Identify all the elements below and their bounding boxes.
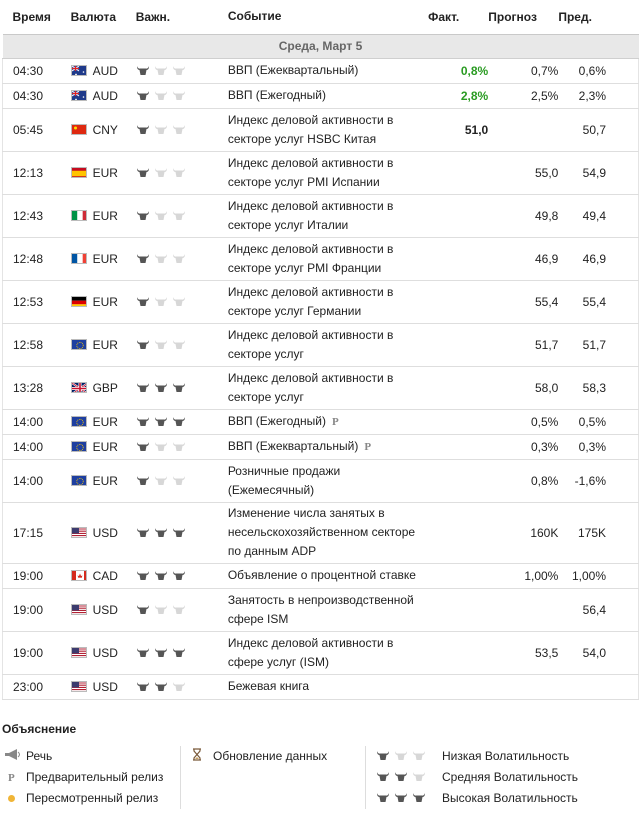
row-forecast	[488, 588, 558, 631]
row-time: 13:28	[3, 366, 71, 409]
row-actual	[428, 434, 488, 459]
legend-low	[376, 746, 635, 767]
row-event[interactable]	[228, 366, 428, 409]
table-row[interactable]	[3, 563, 639, 588]
table-row[interactable]	[3, 366, 639, 409]
row-importance	[136, 563, 228, 588]
bull-icon	[154, 604, 168, 615]
row-actual	[428, 409, 488, 434]
row-forecast: 49,8	[488, 194, 558, 237]
legend-preliminary	[4, 767, 180, 788]
header-importance[interactable]: Важн.	[136, 0, 228, 34]
bull-icon	[394, 771, 408, 782]
bull-icon	[136, 65, 150, 76]
row-currency	[71, 237, 136, 280]
table-row[interactable]	[3, 631, 639, 674]
table-row[interactable]	[3, 588, 639, 631]
table-row[interactable]	[3, 434, 639, 459]
row-time: 12:43	[3, 194, 71, 237]
row-currency	[71, 434, 136, 459]
row-event[interactable]	[228, 237, 428, 280]
row-importance	[136, 83, 228, 108]
flag-china-icon	[71, 124, 87, 135]
row-forecast: 58,0	[488, 366, 558, 409]
row-previous: 51,7	[558, 323, 638, 366]
revised-dot-icon	[4, 791, 26, 805]
row-importance	[136, 237, 228, 280]
event-name[interactable]: Индекс деловой активности в секторе услуг	[227, 370, 394, 404]
currency-code: EUR	[92, 439, 118, 454]
currency-code: CAD	[92, 568, 118, 583]
row-event[interactable]	[228, 280, 428, 323]
row-forecast: 1,00%	[488, 563, 558, 588]
legend-revised	[4, 788, 180, 809]
row-previous: 56,4	[558, 588, 638, 631]
row-importance	[136, 631, 228, 674]
row-time: 12:58	[3, 323, 71, 366]
date-row	[3, 34, 639, 58]
bull-icon	[412, 792, 426, 803]
legend-low-label: Низкая Волатильность	[442, 749, 570, 763]
row-currency	[71, 323, 136, 366]
row-event[interactable]	[228, 588, 428, 631]
header-currency[interactable]: Валюта	[71, 0, 136, 34]
flag-australia-icon	[71, 90, 87, 101]
row-actual	[428, 323, 488, 366]
row-importance	[136, 434, 228, 459]
row-importance	[136, 323, 228, 366]
row-forecast: 2,5%	[488, 83, 558, 108]
bull-icon	[172, 647, 186, 658]
row-previous	[558, 674, 638, 699]
currency-code: USD	[92, 645, 118, 660]
row-currency	[71, 409, 136, 434]
currency-code: EUR	[92, 473, 118, 488]
flag-canada-icon	[71, 570, 87, 581]
flag-usa-icon	[71, 604, 87, 615]
row-previous: 175K	[558, 502, 638, 563]
row-event[interactable]	[228, 151, 428, 194]
low-volatility-icon	[376, 749, 442, 763]
legend-speech	[4, 746, 180, 767]
bull-icon	[154, 681, 168, 692]
event-name[interactable]: Индекс деловой активности в сфере услуг (ISM)	[227, 635, 394, 669]
table-row[interactable]	[3, 409, 639, 434]
currency-code: EUR	[92, 208, 118, 223]
row-event[interactable]	[228, 434, 428, 459]
currency-code: EUR	[92, 165, 118, 180]
flag-spain-icon	[71, 167, 87, 178]
bull-icon	[376, 792, 390, 803]
table-row[interactable]	[3, 502, 639, 563]
row-actual	[428, 631, 488, 674]
bull-icon	[136, 210, 150, 221]
event-name[interactable]: Индекс деловой активности в секторе услуг HSBC Китая	[227, 112, 394, 146]
bull-icon	[136, 253, 150, 264]
table-header-row	[3, 0, 639, 34]
row-time: 04:30	[3, 58, 71, 83]
bull-icon	[136, 90, 150, 101]
table-row[interactable]	[3, 674, 639, 699]
bull-icon	[172, 570, 186, 581]
bull-icon	[376, 771, 390, 782]
legend-data-update-label: Обновление данных	[213, 749, 328, 763]
row-previous: 0,6%	[558, 58, 638, 83]
flag-eurozone-icon	[71, 339, 87, 350]
row-event[interactable]	[228, 674, 428, 699]
row-time: 14:00	[3, 409, 71, 434]
row-importance	[136, 151, 228, 194]
row-actual	[428, 194, 488, 237]
bull-icon	[136, 475, 150, 486]
row-importance	[136, 280, 228, 323]
row-forecast: 46,9	[488, 237, 558, 280]
flag-uk-icon	[71, 382, 87, 393]
row-importance	[136, 58, 228, 83]
bull-icon	[136, 604, 150, 615]
bull-icon	[136, 681, 150, 692]
row-currency	[71, 588, 136, 631]
row-previous: 58,3	[558, 366, 638, 409]
row-importance	[136, 459, 228, 502]
bull-icon	[136, 416, 150, 427]
table-row[interactable]	[3, 237, 639, 280]
bull-icon	[412, 750, 426, 761]
row-time: 14:00	[3, 459, 71, 502]
row-time: 12:53	[3, 280, 71, 323]
legend-column-2	[180, 746, 365, 809]
event-name[interactable]: Изменение числа занятых в несельскохозяйственном секторе по данным ADP	[227, 506, 416, 558]
row-actual	[428, 280, 488, 323]
bull-icon	[154, 65, 168, 76]
legend	[0, 722, 640, 809]
preliminary-mark: P	[331, 415, 339, 428]
row-currency	[71, 108, 136, 151]
row-previous: 1,00%	[558, 563, 638, 588]
row-time: 19:00	[3, 563, 71, 588]
bull-icon	[172, 167, 186, 178]
row-event[interactable]	[228, 409, 428, 434]
row-currency	[71, 151, 136, 194]
currency-code: USD	[92, 679, 118, 694]
row-previous: 49,4	[558, 194, 638, 237]
header-previous[interactable]: Пред.	[558, 0, 638, 34]
bull-icon	[136, 382, 150, 393]
bull-icon	[172, 296, 186, 307]
row-forecast: 51,7	[488, 323, 558, 366]
bull-icon	[172, 90, 186, 101]
row-event[interactable]	[228, 631, 428, 674]
currency-code: EUR	[92, 251, 118, 266]
bull-icon	[136, 570, 150, 581]
bull-icon	[154, 339, 168, 350]
bull-icon	[412, 771, 426, 782]
bull-icon	[154, 527, 168, 538]
row-event[interactable]	[228, 58, 428, 83]
row-currency	[71, 366, 136, 409]
currency-code: EUR	[92, 414, 118, 429]
preliminary-mark-icon	[4, 770, 26, 784]
row-previous: -1,6%	[558, 459, 638, 502]
row-actual	[428, 588, 488, 631]
bull-icon	[154, 253, 168, 264]
bull-icon	[136, 167, 150, 178]
bull-icon	[172, 210, 186, 221]
bull-icon	[172, 65, 186, 76]
event-name[interactable]: Индекс деловой активности в секторе услуг PMI Франции	[227, 241, 394, 275]
preliminary-mark: P	[8, 772, 15, 784]
bull-icon	[154, 210, 168, 221]
flag-australia-icon	[71, 65, 87, 76]
hourglass-icon	[191, 748, 213, 764]
row-previous: 46,9	[558, 237, 638, 280]
row-actual	[428, 459, 488, 502]
row-event[interactable]	[228, 502, 428, 563]
row-forecast: 53,5	[488, 631, 558, 674]
calendar-table	[2, 0, 639, 700]
preliminary-mark: P	[364, 440, 372, 453]
currency-code: USD	[92, 602, 118, 617]
row-event[interactable]	[228, 194, 428, 237]
row-time: 23:00	[3, 674, 71, 699]
row-forecast: 0,8%	[488, 459, 558, 502]
row-actual	[428, 237, 488, 280]
bull-icon	[136, 296, 150, 307]
currency-code: AUD	[92, 88, 118, 103]
row-previous: 0,5%	[558, 409, 638, 434]
row-currency	[71, 563, 136, 588]
table-row[interactable]	[3, 459, 639, 502]
flag-usa-icon	[71, 681, 87, 692]
row-event[interactable]	[228, 563, 428, 588]
table-row[interactable]	[3, 151, 639, 194]
row-time: 05:45	[3, 108, 71, 151]
flag-italy-icon	[71, 210, 87, 221]
row-forecast: 0,7%	[488, 58, 558, 83]
row-actual: 0,8%	[428, 58, 488, 83]
currency-code: GBP	[92, 380, 118, 395]
bull-icon	[136, 527, 150, 538]
row-previous: 55,4	[558, 280, 638, 323]
bull-icon	[154, 167, 168, 178]
legend-speech-label: Речь	[26, 749, 53, 763]
flag-germany-icon	[71, 296, 87, 307]
row-previous: 0,3%	[558, 434, 638, 459]
bull-icon	[154, 90, 168, 101]
high-volatility-icon	[376, 791, 442, 805]
row-time: 12:13	[3, 151, 71, 194]
medium-volatility-icon	[376, 770, 442, 784]
bull-icon	[136, 441, 150, 452]
bull-icon	[172, 253, 186, 264]
row-forecast: 160K	[488, 502, 558, 563]
legend-revised-label: Пересмотренный релиз	[26, 791, 159, 805]
bull-icon	[376, 750, 390, 761]
currency-code: CNY	[92, 122, 118, 137]
row-importance	[136, 366, 228, 409]
row-currency	[71, 194, 136, 237]
table-row[interactable]	[3, 58, 639, 83]
legend-data-update	[191, 746, 365, 767]
bull-icon	[172, 681, 186, 692]
row-time: 17:15	[3, 502, 71, 563]
legend-title: Объяснение	[2, 721, 77, 736]
row-event[interactable]	[228, 108, 428, 151]
row-forecast: 0,5%	[488, 409, 558, 434]
row-actual: 2,8%	[428, 83, 488, 108]
bull-icon	[394, 750, 408, 761]
row-actual	[428, 563, 488, 588]
table-row[interactable]	[3, 280, 639, 323]
table-row[interactable]	[3, 323, 639, 366]
event-name[interactable]: Индекс деловой активности в секторе услуг	[227, 327, 394, 361]
row-importance	[136, 194, 228, 237]
row-currency	[71, 459, 136, 502]
currency-code: AUD	[92, 63, 118, 78]
row-previous: 50,7	[558, 108, 638, 151]
row-time: 19:00	[3, 631, 71, 674]
event-name[interactable]: ВВП (Ежегодный)	[227, 88, 326, 102]
flag-eurozone-icon	[71, 441, 87, 452]
row-actual	[428, 502, 488, 563]
row-currency	[71, 280, 136, 323]
date-label: Среда, Март 5	[3, 34, 639, 58]
event-name[interactable]: Розничные продажи (Ежемесячный)	[227, 463, 341, 497]
bull-icon	[172, 339, 186, 350]
row-currency	[71, 58, 136, 83]
bull-icon	[154, 416, 168, 427]
bull-icon	[154, 382, 168, 393]
table-row[interactable]	[3, 108, 639, 151]
currency-code: USD	[92, 525, 118, 540]
bull-icon	[154, 441, 168, 452]
legend-high	[376, 788, 635, 809]
row-forecast: 55,4	[488, 280, 558, 323]
event-name[interactable]: ВВП (Ежеквартальный)	[227, 63, 359, 77]
row-forecast: 0,3%	[488, 434, 558, 459]
table-row[interactable]	[3, 83, 639, 108]
row-importance	[136, 588, 228, 631]
row-forecast	[488, 674, 558, 699]
bull-icon	[154, 647, 168, 658]
row-currency	[71, 674, 136, 699]
event-name[interactable]: Занятость в непроизводственной сфере ISM	[227, 592, 414, 626]
row-forecast	[488, 108, 558, 151]
row-event[interactable]	[228, 459, 428, 502]
row-actual	[428, 366, 488, 409]
row-previous: 54,0	[558, 631, 638, 674]
row-time: 14:00	[3, 434, 71, 459]
bull-icon	[172, 124, 186, 135]
header-time[interactable]: Время	[3, 0, 71, 34]
legend-preliminary-label: Предварительный релиз	[26, 770, 164, 784]
bull-icon	[172, 416, 186, 427]
flag-france-icon	[71, 253, 87, 264]
event-name[interactable]: Индекс деловой активности в секторе услуг Италии	[227, 198, 394, 232]
currency-code: EUR	[92, 294, 118, 309]
header-event[interactable]: Событие	[228, 0, 428, 34]
row-importance	[136, 502, 228, 563]
bull-icon	[136, 647, 150, 658]
bull-icon	[136, 124, 150, 135]
row-forecast: 55,0	[488, 151, 558, 194]
event-name[interactable]: Бежевая книга	[227, 679, 310, 693]
row-event[interactable]	[228, 83, 428, 108]
bull-icon	[172, 604, 186, 615]
legend-column-3	[365, 746, 635, 809]
row-actual	[428, 151, 488, 194]
event-name[interactable]: Объявление о процентной ставке	[227, 568, 416, 582]
legend-column-1	[0, 746, 180, 809]
bull-icon	[154, 475, 168, 486]
flag-eurozone-icon	[71, 416, 87, 427]
currency-code: EUR	[92, 337, 118, 352]
row-time: 04:30	[3, 83, 71, 108]
legend-medium	[376, 767, 635, 788]
row-event[interactable]	[228, 323, 428, 366]
row-currency	[71, 631, 136, 674]
flag-eurozone-icon	[71, 475, 87, 486]
row-actual	[428, 674, 488, 699]
row-time: 12:48	[3, 237, 71, 280]
legend-medium-label: Средняя Волатильность	[442, 770, 579, 784]
row-previous: 2,3%	[558, 83, 638, 108]
row-actual: 51,0	[428, 108, 488, 151]
table-row[interactable]	[3, 194, 639, 237]
row-currency	[71, 502, 136, 563]
row-previous: 54,9	[558, 151, 638, 194]
bull-icon	[136, 339, 150, 350]
row-currency	[71, 83, 136, 108]
bull-icon	[172, 527, 186, 538]
row-importance	[136, 674, 228, 699]
legend-high-label: Высокая Волатильность	[442, 791, 578, 805]
megaphone-icon	[4, 749, 26, 763]
bull-icon	[154, 570, 168, 581]
bull-icon	[172, 441, 186, 452]
bull-icon	[154, 296, 168, 307]
flag-usa-icon	[71, 647, 87, 658]
bull-icon	[172, 382, 186, 393]
event-name[interactable]: ВВП (Ежегодный)	[227, 413, 326, 428]
bull-icon	[172, 475, 186, 486]
bull-icon	[394, 792, 408, 803]
header-forecast[interactable]: Прогноз	[488, 0, 558, 34]
header-actual[interactable]: Факт.	[428, 0, 488, 34]
row-time: 19:00	[3, 588, 71, 631]
row-importance	[136, 108, 228, 151]
event-name[interactable]: Индекс деловой активности в секторе услуг PMI Испании	[227, 155, 394, 189]
event-name[interactable]: ВВП (Ежеквартальный)	[227, 438, 359, 453]
flag-usa-icon	[71, 527, 87, 538]
row-importance	[136, 409, 228, 434]
event-name[interactable]: Индекс деловой активности в секторе услуг Германии	[227, 284, 394, 318]
bull-icon	[154, 124, 168, 135]
